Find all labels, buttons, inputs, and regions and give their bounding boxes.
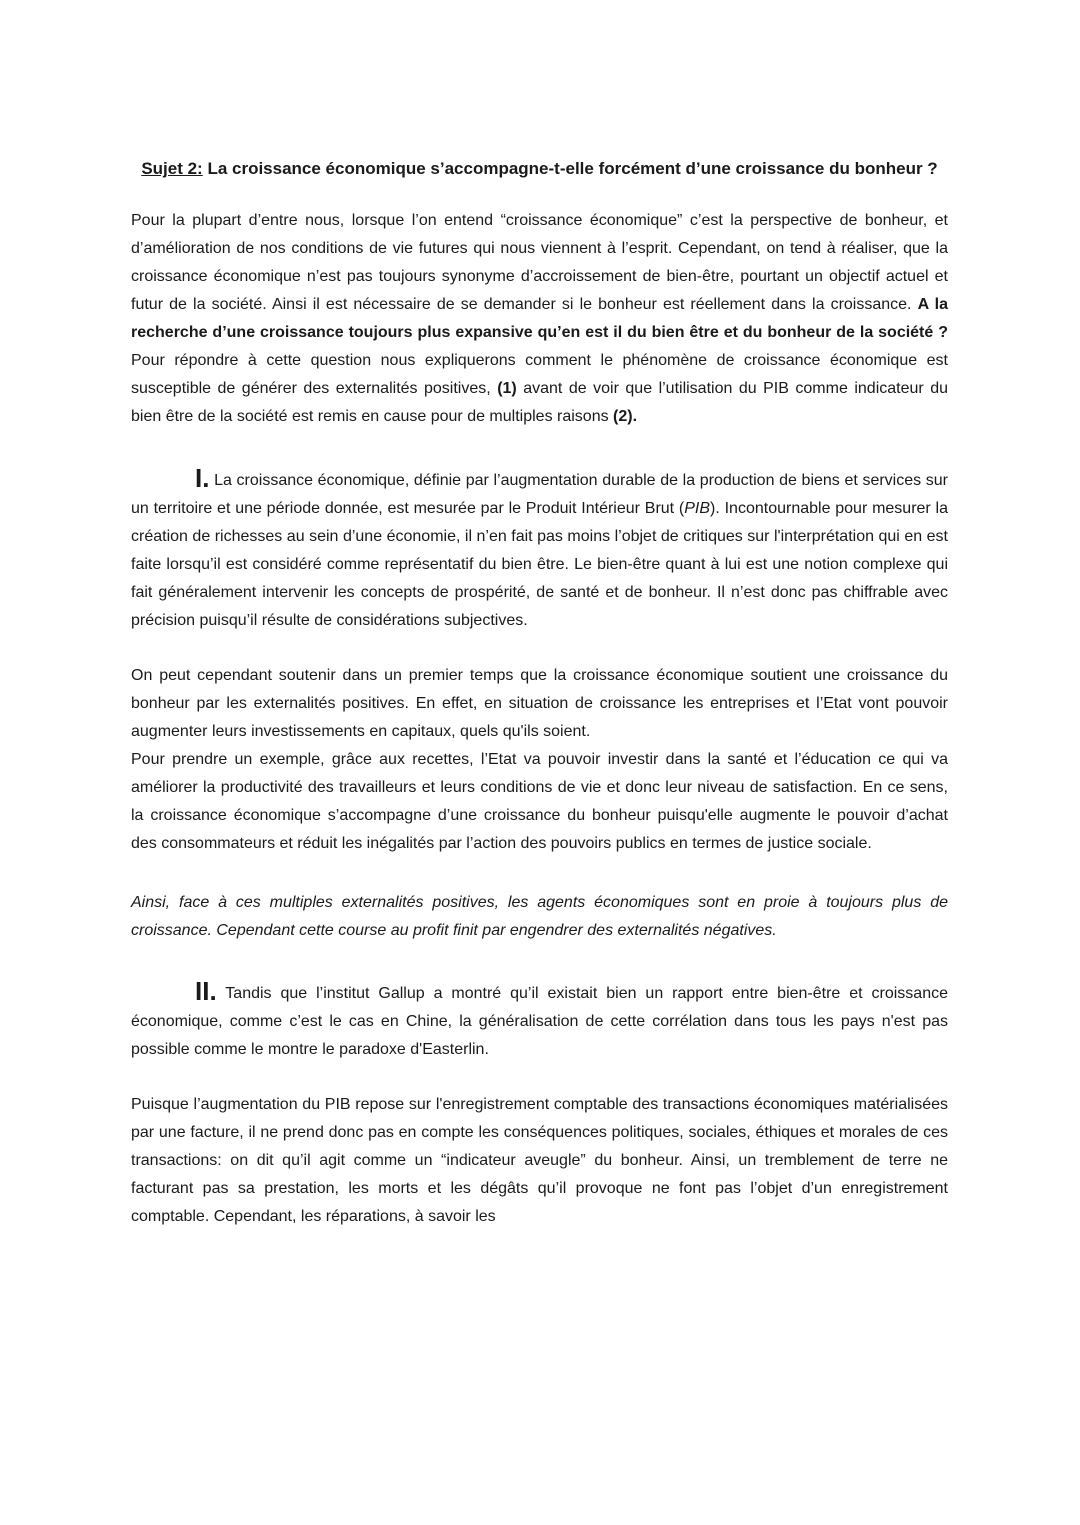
section-1-para-2-text-b: Pour prendre un exemple, grâce aux recettes, l’Etat va pouvoir investir dans la santé et l’éducation ce qui va améliorer la productivité des travailleurs et leurs conditions de vie et donc leur niveau de satisfaction. En ce sens, la croissance économique s’accompagne d’une croissance du bonheur puisqu'elle augmente le pouvoir d’achat des consommateurs et réduit les inégalités par l’action des pouvoirs publics en termes de justice sociale. (131, 751, 948, 852)
section-1-transition (131, 889, 948, 945)
plan-ref-1: (1) (497, 380, 517, 397)
intro-text-1: Pour la plupart d’entre nous, lorsque l’on entend “croissance économique” c’est la perspective de bonheur, et d’amélioration de nos conditions de vie futures qui nous viennent à l’esprit. Cependant, on tend à réaliser, que la croissance économique n’est pas toujours synonyme d’accroissement de bien-être, pourtant un objectif actuel et futur de la société. Ainsi il est nécessaire de se demander si le bonheur est réellement dans la croissance. (131, 212, 948, 313)
plan-ref-2: (2). (613, 408, 638, 425)
section-2-paragraph-1 (131, 976, 948, 1064)
pib-abbreviation: PIB (684, 500, 711, 517)
section-1-text-2: ). Incontournable pour mesurer la création de richesses au sein d’une économie, il n’en fait pas moins l’objet de critiques sur l'interprétation qui en est faite lorsqu’il est considéré comme représentatif du bien être. Le bien-être quant à lui est une notion complexe qui fait généralement intervenir les concepts de prospérité, de santé et de bonheur. Il n’est donc pas chiffrable avec précision puisqu’il résulte de considérations subjectives. (131, 500, 948, 629)
intro-text-3: avant de voir que l’utilisation du PIB comme indicateur du bien être de la société est remis en cause pour de multiples raisons (131, 380, 948, 425)
sujet-label: Sujet 2: (141, 159, 203, 178)
document-title (131, 150, 948, 187)
section-1-paragraph-2a (131, 662, 948, 746)
transition-text: Ainsi, face à ces multiples externalités positives, les agents économiques sont en proie à toujours plus de croissance. Cependant cette course au profit finit par engendrer des externalités négatives. (131, 894, 948, 939)
section-2-paragraph-2 (131, 1091, 948, 1231)
intro-paragraph (131, 207, 948, 431)
section-1-text-1: La croissance économique, définie par l’augmentation durable de la production de biens et services sur un territoire et une période donnée, est mesurée par le Produit Intérieur Brut ( (131, 472, 948, 517)
section-1-paragraph-2b (131, 746, 948, 858)
section-1-numeral: I. (195, 463, 210, 493)
document-page (131, 150, 948, 1231)
section-2-text-1: Tandis que l’institut Gallup a montré qu’il existait bien un rapport entre bien-être et croissance économique, comme c’est le cas en Chine, la généralisation de cette corrélation dans tous les pays n'est pas possible comme le montre le paradoxe d'Easterlin. (131, 985, 948, 1058)
section-2-text-2: Puisque l’augmentation du PIB repose sur l'enregistrement comptable des transactions économiques matérialisées par une facture, il ne prend donc pas en compte les conséquences politiques, sociales, éthiques et morales de ces transactions: on dit qu’il agit comme un “indicateur aveugle” du bonheur. Ainsi, un tremblement de terre ne facturant pas sa prestation, les morts et les dégâts qu’il provoque ne font pas l’objet d’un enregistrement comptable. Cependant, les réparations, à savoir les (131, 1096, 948, 1225)
section-1-paragraph-1 (131, 463, 948, 635)
problematique-question: A la recherche d’une croissance toujours plus expansive qu’en est il du bien être et du bonheur de la société ? (131, 296, 949, 341)
title-text: La croissance économique s’accompagne-t-elle forcément d’une croissance du bonheur ? (202, 159, 938, 178)
intro-text-2: Pour répondre à cette question nous expliquerons comment le phénomène de croissance économique est susceptible de générer des externalités positives, (131, 352, 948, 397)
section-2-numeral: II. (195, 976, 217, 1006)
section-1-para-2-text-a: On peut cependant soutenir dans un premier temps que la croissance économique soutient une croissance du bonheur par les externalités positives. En effet, en situation de croissance les entreprises et l’Etat vont pouvoir augmenter leurs investissements en capitaux, quels qu'ils soient. (131, 667, 948, 740)
